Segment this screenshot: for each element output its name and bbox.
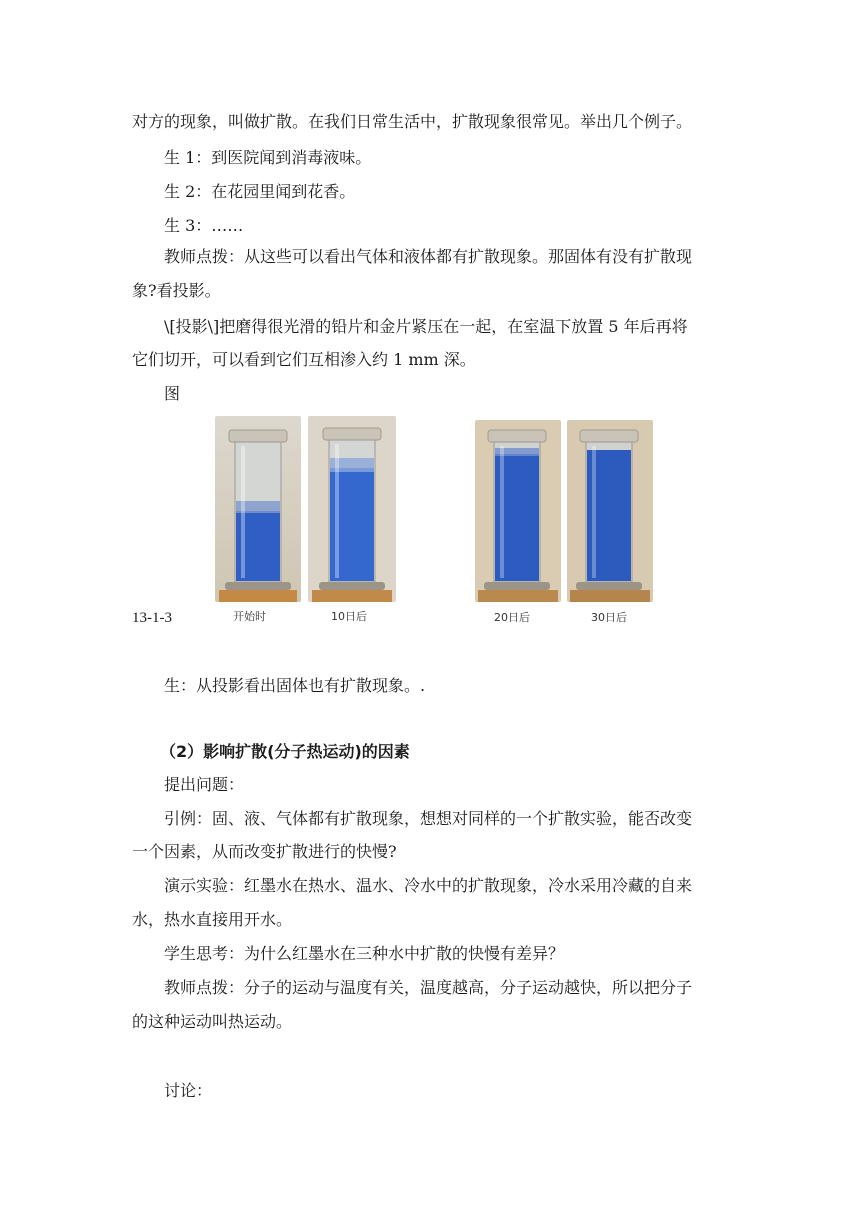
paragraph-line: 学生思考：为什么红墨水在三种水中扩散的快慢有差异？ <box>164 944 565 963</box>
paragraph-line: 引例：固、液、气体都有扩散现象，想想对同样的一个扩散实验，能否改变 <box>164 809 693 828</box>
paragraph-line: 它们切开，可以看到它们互相渗入约 1 mm 深。 <box>132 350 476 369</box>
paragraph-line: 象?看投影。 <box>132 281 221 300</box>
cylinder-photo-start <box>215 416 301 602</box>
student-answer-3: 生 3：…… <box>164 216 244 235</box>
student-answer-2: 生 2：在花园里闻到花香。 <box>164 182 356 201</box>
cylinder-photo-10-days <box>308 416 396 602</box>
cylinder-photo-30-days <box>567 420 653 602</box>
figure-label: 图 <box>164 384 181 403</box>
discussion-label: 讨论： <box>164 1081 213 1100</box>
caption-start: 开始时 <box>233 610 266 623</box>
student-conclusion: 生：从投影看出固体也有扩散现象。. <box>164 676 426 695</box>
caption-10-days: 10日后 <box>331 610 367 623</box>
paragraph-line: 演示实验：红墨水在热水、温水、冷水中的扩散现象，冷水采用冷藏的自来 <box>164 876 693 895</box>
figure-number: 13-1-3 <box>132 610 172 626</box>
section-heading: （2）影响扩散(分子热运动)的因素 <box>160 742 410 761</box>
paragraph-line: 教师点拨：分子的运动与温度有关，温度越高，分子运动越快，所以把分子 <box>164 978 693 997</box>
paragraph-line: 对方的现象，叫做扩散。在我们日常生活中，扩散现象很常见。举出几个例子。 <box>132 112 693 131</box>
paragraph-line: 的这种运动叫热运动。 <box>132 1012 293 1031</box>
cylinder-photo-20-days <box>475 420 561 602</box>
student-answer-1: 生 1：到医院闻到消毒液味。 <box>164 148 372 167</box>
paragraph-line: 水，热水直接用开水。 <box>132 910 293 929</box>
caption-30-days: 30日后 <box>591 611 627 624</box>
projection-line: \[投影\]把磨得很光滑的铅片和金片紧压在一起，在室温下放置 5 年后再将 <box>164 317 688 336</box>
teacher-comment-line: 教师点拨：从这些可以看出气体和液体都有扩散现象。那固体有没有扩散现 <box>164 247 693 266</box>
caption-20-days: 20日后 <box>494 611 530 624</box>
paragraph-line: 提出问题： <box>164 775 245 794</box>
paragraph-line: 一个因素，从而改变扩散进行的快慢? <box>132 842 397 861</box>
